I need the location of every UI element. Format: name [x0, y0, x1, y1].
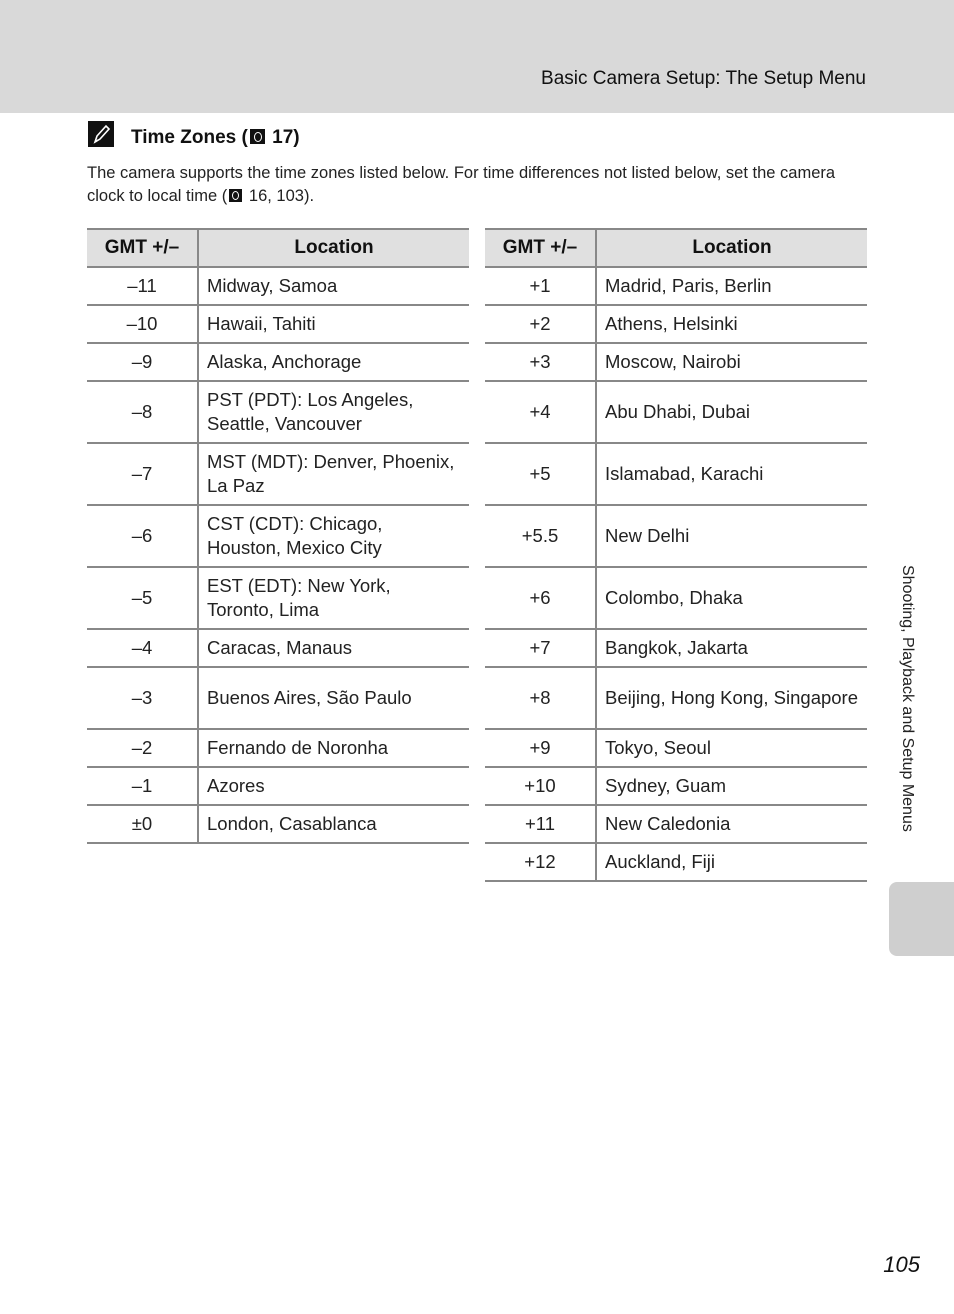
location-cell: Colombo, Dhaka	[596, 567, 867, 629]
running-head: Basic Camera Setup: The Setup Menu	[541, 68, 866, 89]
location-cell: Azores	[198, 767, 469, 805]
column-header-gmt: GMT +/–	[485, 229, 596, 267]
page-number: 105	[883, 1252, 920, 1277]
table-row	[485, 805, 867, 843]
table-row	[485, 767, 867, 805]
table-row	[87, 343, 469, 381]
section-title-ref: 17	[272, 127, 294, 148]
gmt-offset-cell: +9	[485, 729, 596, 767]
gmt-offset-cell: –6	[87, 505, 198, 567]
time-zone-table-left	[87, 228, 469, 844]
location-cell: Hawaii, Tahiti	[198, 305, 469, 343]
gmt-offset-cell: –5	[87, 567, 198, 629]
gmt-offset-cell: +4	[485, 381, 596, 443]
location-cell: Athens, Helsinki	[596, 305, 867, 343]
table-row	[485, 343, 867, 381]
table-row	[485, 267, 867, 305]
page-reference-icon	[229, 189, 242, 202]
side-tab-marker	[889, 882, 954, 956]
table-row	[485, 629, 867, 667]
table-row	[87, 667, 469, 729]
gmt-offset-cell: +5	[485, 443, 596, 505]
table-row	[485, 567, 867, 629]
time-zone-table-right	[485, 228, 867, 882]
section-title-close: )	[293, 127, 300, 148]
table-row	[485, 729, 867, 767]
gmt-offset-cell: +6	[485, 567, 596, 629]
table-row	[87, 305, 469, 343]
location-cell: Islamabad, Karachi	[596, 443, 867, 505]
gmt-offset-cell: –11	[87, 267, 198, 305]
location-cell: Midway, Samoa	[198, 267, 469, 305]
location-cell: Tokyo, Seoul	[596, 729, 867, 767]
gmt-offset-cell: –10	[87, 305, 198, 343]
table-row	[87, 805, 469, 843]
location-cell: New Delhi	[596, 505, 867, 567]
gmt-offset-cell: –8	[87, 381, 198, 443]
location-cell: MST (MDT): Denver, Phoenix, La Paz	[198, 443, 469, 505]
location-cell: EST (EDT): New York, Toronto, Lima	[198, 567, 469, 629]
location-cell: Fernando de Noronha	[198, 729, 469, 767]
table-row	[87, 443, 469, 505]
location-cell: Alaska, Anchorage	[198, 343, 469, 381]
location-cell: Moscow, Nairobi	[596, 343, 867, 381]
gmt-offset-cell: +7	[485, 629, 596, 667]
gmt-offset-cell: +5.5	[485, 505, 596, 567]
gmt-offset-cell: –1	[87, 767, 198, 805]
location-cell: CST (CDT): Chicago, Houston, Mexico City	[198, 505, 469, 567]
column-header-location: Location	[198, 229, 469, 267]
table-row	[485, 667, 867, 729]
note-icon	[88, 121, 114, 147]
gmt-offset-cell: +1	[485, 267, 596, 305]
header-band	[0, 0, 954, 113]
location-cell: Buenos Aires, São Paulo	[198, 667, 469, 729]
table-row	[485, 305, 867, 343]
location-cell: Abu Dhabi, Dubai	[596, 381, 867, 443]
table-row	[485, 381, 867, 443]
location-cell: Sydney, Guam	[596, 767, 867, 805]
gmt-offset-cell: –3	[87, 667, 198, 729]
gmt-offset-cell: –4	[87, 629, 198, 667]
gmt-offset-cell: +11	[485, 805, 596, 843]
pencil-icon	[90, 123, 112, 145]
intro-paragraph	[87, 162, 857, 208]
intro-ref-pages: 16, 103	[248, 187, 304, 205]
gmt-offset-cell: –9	[87, 343, 198, 381]
table-row	[87, 381, 469, 443]
location-cell: Bangkok, Jakarta	[596, 629, 867, 667]
side-tab-label: Shooting, Playback and Setup Menus	[899, 565, 916, 832]
gmt-offset-cell: –2	[87, 729, 198, 767]
location-cell: Caracas, Manaus	[198, 629, 469, 667]
table-row	[87, 767, 469, 805]
table-row	[87, 629, 469, 667]
location-cell: New Caledonia	[596, 805, 867, 843]
intro-text: The camera supports the time zones listed below. For time differences not listed below, set the camera clock to local time (	[87, 164, 836, 205]
table-row	[485, 443, 867, 505]
table-row	[87, 567, 469, 629]
gmt-offset-cell: –7	[87, 443, 198, 505]
gmt-offset-cell: +8	[485, 667, 596, 729]
section-title-text: Time Zones (	[131, 127, 248, 148]
table-row	[485, 505, 867, 567]
gmt-offset-cell: +12	[485, 843, 596, 881]
page-reference-icon	[250, 129, 265, 144]
column-header-gmt: GMT +/–	[87, 229, 198, 267]
gmt-offset-cell: +2	[485, 305, 596, 343]
intro-text-end: ).	[303, 187, 315, 205]
gmt-offset-cell: ±0	[87, 805, 198, 843]
column-header-location: Location	[596, 229, 867, 267]
table-row	[87, 505, 469, 567]
location-cell: Auckland, Fiji	[596, 843, 867, 881]
location-cell: PST (PDT): Los Angeles, Seattle, Vancouver	[198, 381, 469, 443]
table-row	[87, 267, 469, 305]
location-cell: Madrid, Paris, Berlin	[596, 267, 867, 305]
table-row	[87, 729, 469, 767]
gmt-offset-cell: +3	[485, 343, 596, 381]
location-cell: London, Casablanca	[198, 805, 469, 843]
section-title	[131, 127, 300, 149]
table-row	[485, 843, 867, 881]
location-cell: Beijing, Hong Kong, Singapore	[596, 667, 867, 729]
gmt-offset-cell: +10	[485, 767, 596, 805]
